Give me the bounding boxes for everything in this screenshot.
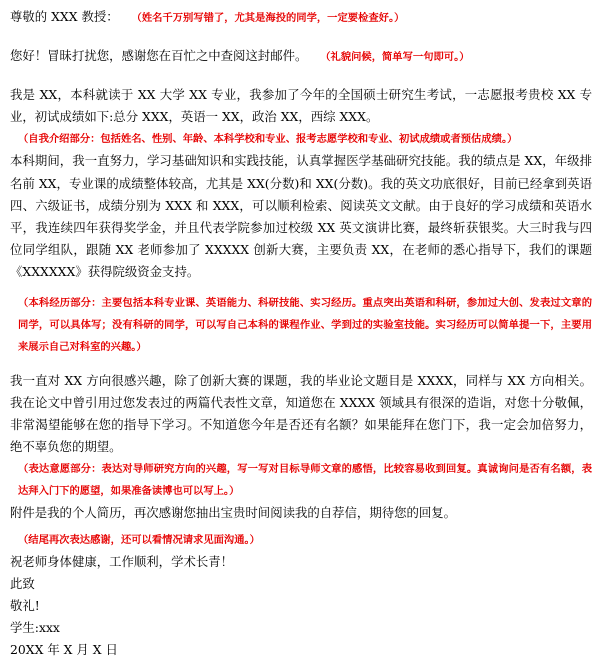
greeting-text: 您好！冒昧打扰您，感谢您在百忙之中查阅这封邮件。: [10, 48, 308, 63]
attachment-paragraph: 附件是我的个人简历，再次感谢您抽出宝贵时间阅读我的自荐信，期待您的回复。: [10, 505, 457, 521]
closing-wish: 祝老师身体健康，工作顺利，学术长青！: [10, 553, 234, 569]
student-signature: 学生:xxx: [10, 619, 60, 635]
undergrad-paragraph: 本科期间，我一直努力，学习基础知识和实践技能，认真掌握医学基础研究技能。我的绩点是 XX，年级排名前 XX，专业课的成绩整体较高，尤其是 XX(分数)和 XX(分数)。我的英文功底很好，目前已经拿到英语四、六级证书，成绩分别为 XXX 和 XXX，可以顺利检索、阅读英文文献。由于良好的学习成绩和英语水平，我连续四年获得奖学金，并且代表学院参加过校级 XX 英文演讲比赛，最终斩获银奖。大三时我与四位同学组队，跟随 XX 老师参加了 XXXXX 创新大赛，主要负责 XX，在老师的悉心指导下，我们的课题《XXXXXX》获得院级资金支持。: [10, 153, 592, 280]
attachment-note: （结尾再次表达感谢，还可以看情况请求见面沟通。）: [18, 533, 260, 546]
greeting-note: （礼貌问候，简单写一句即可。）: [325, 51, 470, 63]
salutation-line: [10, 6, 592, 29]
salutation-note: （姓名千万别写错了，尤其是海投的同学，一定要检查好。）: [136, 12, 405, 24]
interest-note: （表达意愿部分：表达对导师研究方向的兴趣，写一写对目标导师文章的感悟，比较容易收到回复。真诚询问是否有名额，表达拜入门下的愿望，如果准备读博也可以写上。）: [18, 463, 592, 498]
closing-jingli: 敬礼!: [10, 597, 40, 613]
salutation-text: 尊敬的 XXX 教授：: [10, 9, 119, 24]
self-intro-paragraph: 我是 XX，本科就读于 XX 大学 XX 专业，我参加了今年的全国硕士研究生考试，一志愿报考贵校 XX 专业，初试成绩如下:总分 XXX，英语一 XX，政治 XX，西综 XXX。: [10, 87, 592, 125]
self-intro-note: （自我介绍部分：包括姓名、性别、年龄、本科学校和专业、报考志愿学校和专业、初试成绩或者预估成绩。）: [18, 133, 518, 146]
interest-paragraph: 我一直对 XX 方向很感兴趣，除了创新大赛的课题，我的毕业论文题目是 XXXX，同样与 XX 方向相关。我在论文中曾引用过您发表过的两篇代表性文章，知道您在 XXXX 领域具有很深的造诣，对您十分敬佩，非常渴望能够在您的指导下学习。不知道您今年是否还有名额？如果能拜在您门下，我一定会加倍努力，绝不辜负您的期望。: [10, 372, 592, 455]
closing-cizhi: 此致: [10, 575, 35, 591]
greeting-line: [10, 45, 592, 68]
letter-date: 20XX 年 X 月 X 日: [10, 641, 118, 657]
letter-document: [10, 6, 592, 661]
undergrad-note: （本科经历部分：主要包括本科专业课、英语能力、科研技能、实习经历。重点突出英语和科研，参加过大创、发表过文章的同学，可以具体写；没有科研的同学，可以写自己本科的课程作业、学到过的实验室技能。实习经历可以简单提一下，主要用来展示自己对科室的兴趣。）: [18, 296, 592, 353]
